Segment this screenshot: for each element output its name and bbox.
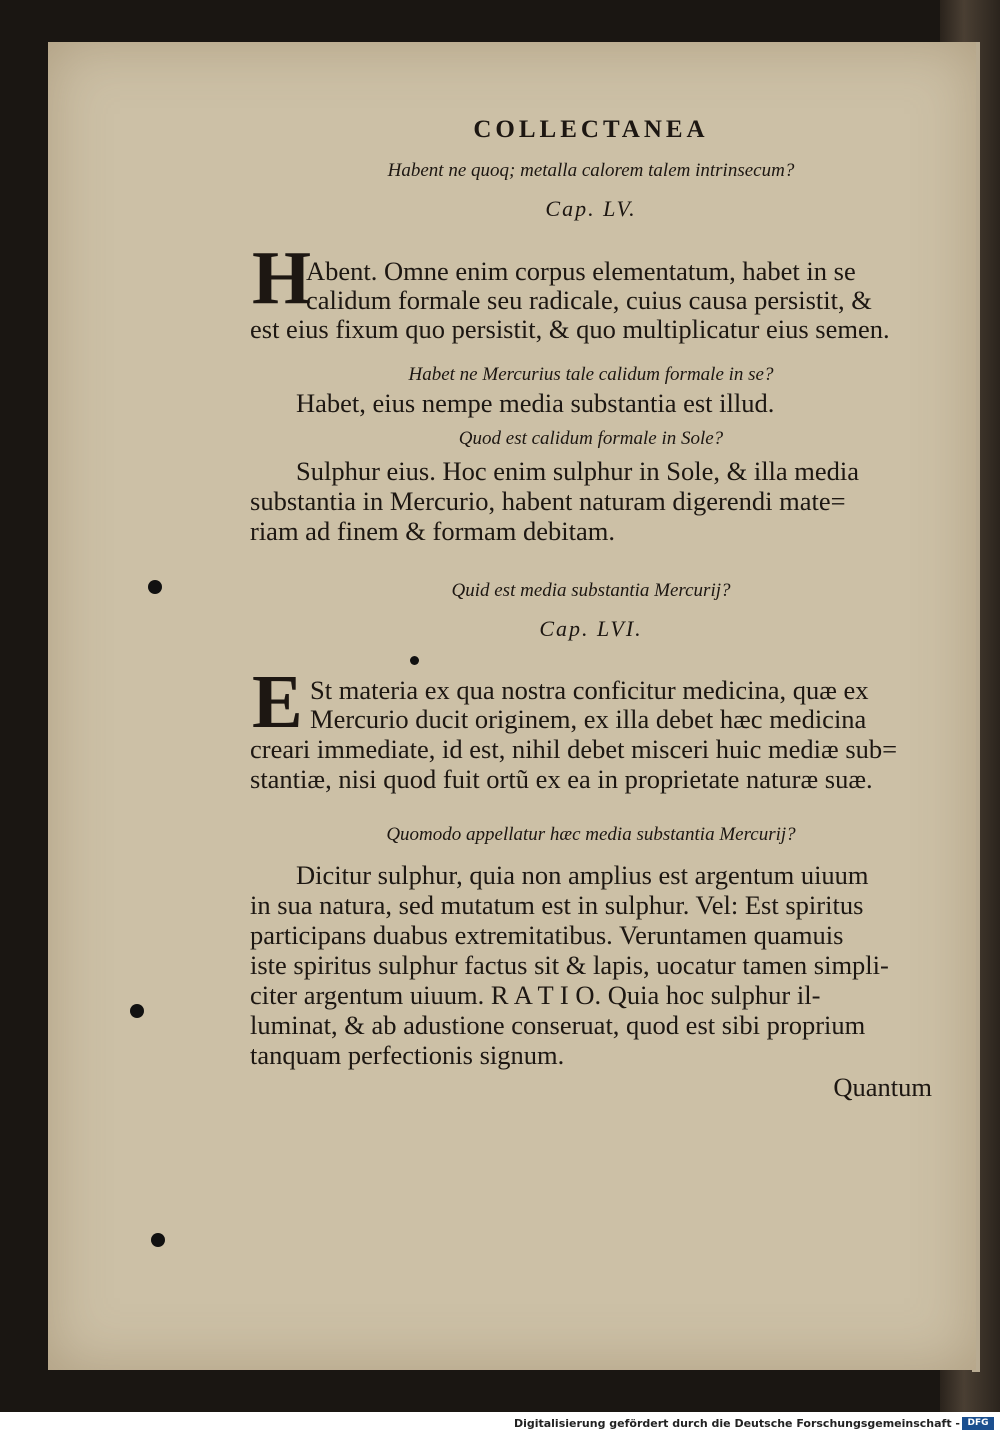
running-head: COLLECTANEA bbox=[473, 116, 709, 143]
text-line: luminat, & ab adustione conseruat, quod est sibi proprium bbox=[250, 1010, 866, 1040]
chapter-56-heading: Cap. LVI. bbox=[539, 616, 643, 641]
chapter-55-heading: Cap. LV. bbox=[545, 196, 637, 221]
question: Habet ne Mercurius tale calidum formale in se? bbox=[408, 364, 774, 385]
catchword: Quantum bbox=[833, 1072, 932, 1102]
dfg-logo: DFG bbox=[962, 1417, 994, 1430]
dropcap-e: E bbox=[252, 660, 303, 744]
text-line: stantiæ, nisi quod fuit ortũ ex ea in proprietate naturæ suæ. bbox=[250, 764, 873, 794]
chapter-55-question: Habent ne quoq; metalla calorem talem intrinsecum? bbox=[387, 160, 795, 181]
ink-dot bbox=[410, 656, 419, 665]
text-line: tanquam perfectionis signum. bbox=[250, 1040, 565, 1070]
text-line: St materia ex qua nostra conficitur medicina, quæ ex bbox=[310, 675, 869, 705]
binding-hole bbox=[130, 1004, 144, 1018]
text-line: substantia in Mercurio, habent naturam digerendi mate= bbox=[250, 486, 846, 516]
question: Quod est calidum formale in Sole? bbox=[458, 428, 724, 449]
text-line: riam ad finem & formam debitam. bbox=[250, 516, 615, 546]
text-line: Dicitur sulphur, quia non amplius est argentum uiuum bbox=[296, 860, 869, 890]
text-line: Habet, eius nempe media substantia est illud. bbox=[296, 388, 775, 418]
text-line: in sua natura, sed mutatum est in sulphur. Vel: Est spiritus bbox=[250, 890, 864, 920]
footer-credit: Digitalisierung gefördert durch die Deutsche Forschungsgemeinschaft - bbox=[513, 1417, 960, 1430]
question: Quomodo appellatur hæc media substantia Mercurij? bbox=[386, 824, 796, 845]
dropcap-h: H bbox=[252, 236, 312, 320]
text-line: iste spiritus sulphur factus sit & lapis, uocatur tamen simpli- bbox=[250, 950, 889, 980]
chapter-56-question: Quid est media substantia Mercurij? bbox=[451, 580, 731, 601]
text-line: Sulphur eius. Hoc enim sulphur in Sole, & illa media bbox=[296, 456, 860, 486]
text-line: participans duabus extremitatibus. Veruntamen quamuis bbox=[250, 920, 844, 950]
text-line: citer argentum uiuum. R A T I O. Quia hoc sulphur il- bbox=[250, 980, 821, 1010]
text-line: Mercurio ducit originem, ex illa debet hæc medicina bbox=[310, 704, 867, 734]
text-line: Abent. Omne enim corpus elementatum, habet in se bbox=[306, 256, 856, 286]
binding-hole bbox=[151, 1233, 165, 1247]
text-line: creari immediate, id est, nihil debet misceri huic mediæ sub= bbox=[250, 734, 898, 764]
text-line: calidum formale seu radicale, cuius causa persistit, & bbox=[306, 285, 872, 315]
text-line: est eius fixum quo persistit, & quo multiplicatur eius semen. bbox=[250, 314, 890, 344]
binding-hole bbox=[148, 580, 162, 594]
